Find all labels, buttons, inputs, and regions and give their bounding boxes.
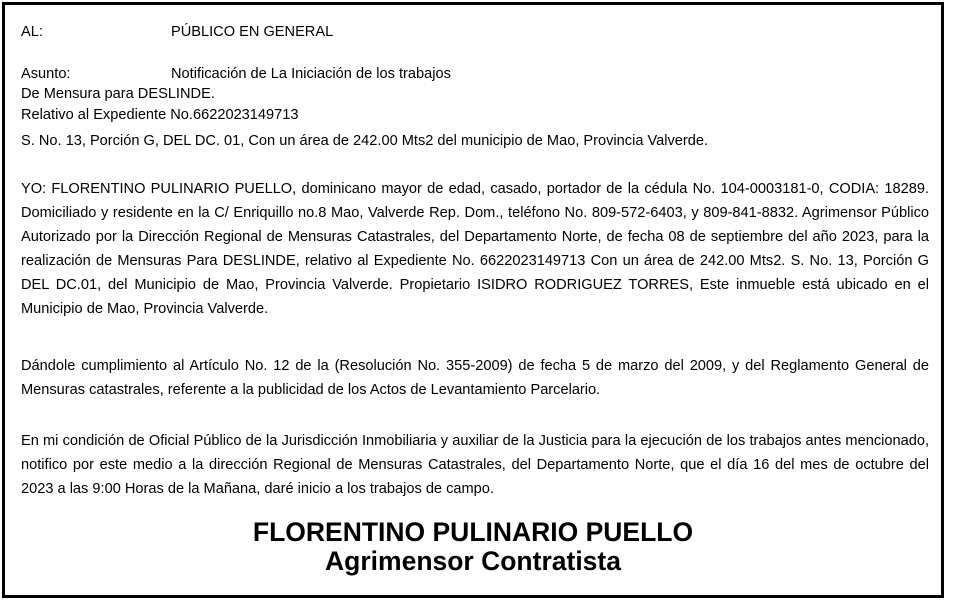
subject-value: Notificación de La Iniciación de los trabajos bbox=[171, 66, 451, 82]
paragraph-notification: En mi condición de Oficial Público de la Jurisdicción Inmobiliaria y auxiliar de la Justicia para la ejecución de los trabajos antes mencionado, notifico por este medio a la dirección Regional de Mensuras Catastrales, del Departamento Norte, que el día 16 del mes de octubre del 2023 a las 9:00 Horas de la Mañana, daré inicio a los trabajos de campo. bbox=[21, 433, 929, 497]
subject-label: Asunto: bbox=[21, 66, 71, 82]
addressee-label: AL: bbox=[21, 24, 43, 40]
subject-line bbox=[21, 64, 451, 84]
subject-line-2: De Mensura para DESLINDE. bbox=[21, 86, 215, 102]
signature-name: FLORENTINO PULINARIO PUELLO bbox=[252, 517, 694, 547]
paragraph-legal-basis: Dándole cumplimiento al Artículo No. 12 de la (Resolución No. 355-2009) de fecha 5 de marzo del 2009, y del Reglamento General de Mensuras catastrales, referente a la publicidad de los Actos de Levantamiento Parcelario. bbox=[21, 358, 929, 398]
subject-line-3: Relativo al Expediente No.6622023149713 bbox=[21, 107, 299, 123]
subject-line-4: S. No. 13, Porción G, DEL DC. 01, Con un área de 242.00 Mts2 del municipio de Mao, Provincia Valverde. bbox=[21, 133, 709, 149]
paragraph-declaration: YO: FLORENTINO PULINARIO PUELLO, dominicano mayor de edad, casado, portador de la cédula No. 104-0003181-0, CODIA: 18289. Domiciliado y residente en la C/ Enriquillo no.8 Mao, Valverde Rep. Dom., teléfono No. 809-572-6403, y 809-841-8832. Agrimensor Público Autorizado por la Dirección Regional de Mensuras Catastrales, del Departamento Norte, de fecha 08 de septiembre del año 2023, para la realización de Mensuras Para DESLINDE, relativo al Expediente No. 6622023149713 Con un área de 242.00 Mts2. S. No. 13, Porción G DEL DC.01, del Municipio de Mao, Provincia Valverde. Propietario ISIDRO RODRIGUEZ TORRES, Este inmueble está ubicado en el Municipio de Mao, Provincia Valverde. bbox=[21, 181, 929, 317]
public-notice bbox=[2, 2, 944, 598]
addressee-line bbox=[21, 22, 333, 42]
addressee-value: PÚBLICO EN GENERAL bbox=[171, 24, 334, 40]
signature-title: Agrimensor Contratista bbox=[325, 546, 621, 576]
